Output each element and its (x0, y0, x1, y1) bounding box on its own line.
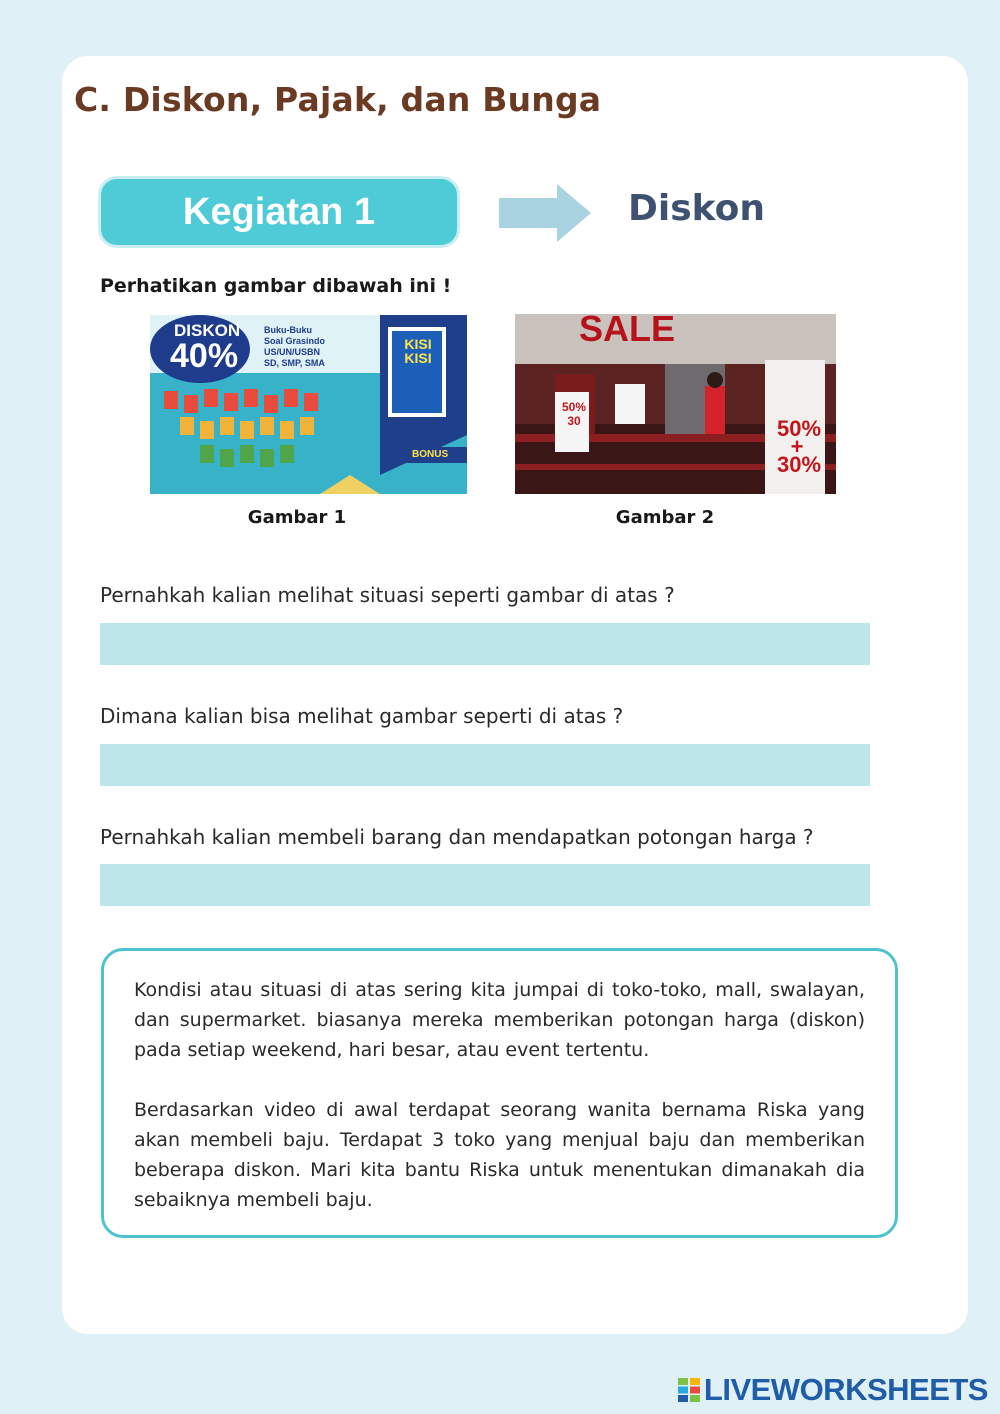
info-paragraph-1: Kondisi atau situasi di atas sering kita jumpai di toko-toko, mall, swalayan, dan supermarket. biasanya mereka memberikan potongan harga (diskon) pada setiap weekend, hari besar, atau event tertentu. (134, 979, 865, 1061)
image-caption-2: Gambar 2 (615, 507, 715, 528)
poster-subtitle: Buku-Buku Soal Grasindo US/UN/USBN SD, SMP, SMA (264, 325, 326, 368)
watermark-text: LIVEWORKSHEETS (703, 1372, 988, 1407)
question-3: Pernahkah kalian membeli barang dan mendapatkan potongan harga ? (100, 825, 814, 849)
arrow-right-icon (499, 184, 591, 242)
discount-word: DISKON (174, 321, 241, 340)
bonus-label: BONUS (412, 449, 449, 460)
activity-badge: Kegiatan 1 (101, 179, 457, 245)
answer-input-2[interactable] (100, 744, 870, 786)
book-title: KISI KISI (404, 336, 432, 366)
info-paragraph-2: Berdasarkan video di awal terdapat seorang wanita bernama Riska yang akan membeli baju. Terdapat 3 toko yang menjual baju dan memberikan beberapa diskon. Mari kita bantu Riska untuk menentukan dimanakah dia sebaiknya membeli baju. (134, 1099, 865, 1211)
instruction-text: Perhatikan gambar dibawah ini ! (100, 275, 452, 297)
sale-store-image (515, 314, 836, 494)
answer-input-1[interactable] (100, 623, 870, 665)
activity-topic: Diskon (628, 188, 765, 229)
liveworksheets-logo-icon (678, 1378, 700, 1402)
liveworksheets-watermark (678, 1372, 988, 1408)
discount-value: 40% (170, 337, 239, 375)
question-1: Pernahkah kalian melihat situasi seperti gambar di atas ? (100, 583, 675, 607)
image-caption-1: Gambar 1 (247, 507, 347, 528)
sale-sign: SALE (579, 314, 676, 349)
answer-input-3[interactable] (100, 864, 870, 906)
question-2: Dimana kalian bisa melihat gambar seperti di atas ? (100, 704, 624, 728)
sale-big-sign: 50% + 30% (777, 416, 822, 477)
section-title: C. Diskon, Pajak, dan Bunga (74, 80, 602, 119)
discount-poster-image (150, 315, 467, 494)
sale-small-sign: 50% 30 (561, 400, 587, 428)
info-box (101, 948, 898, 1238)
